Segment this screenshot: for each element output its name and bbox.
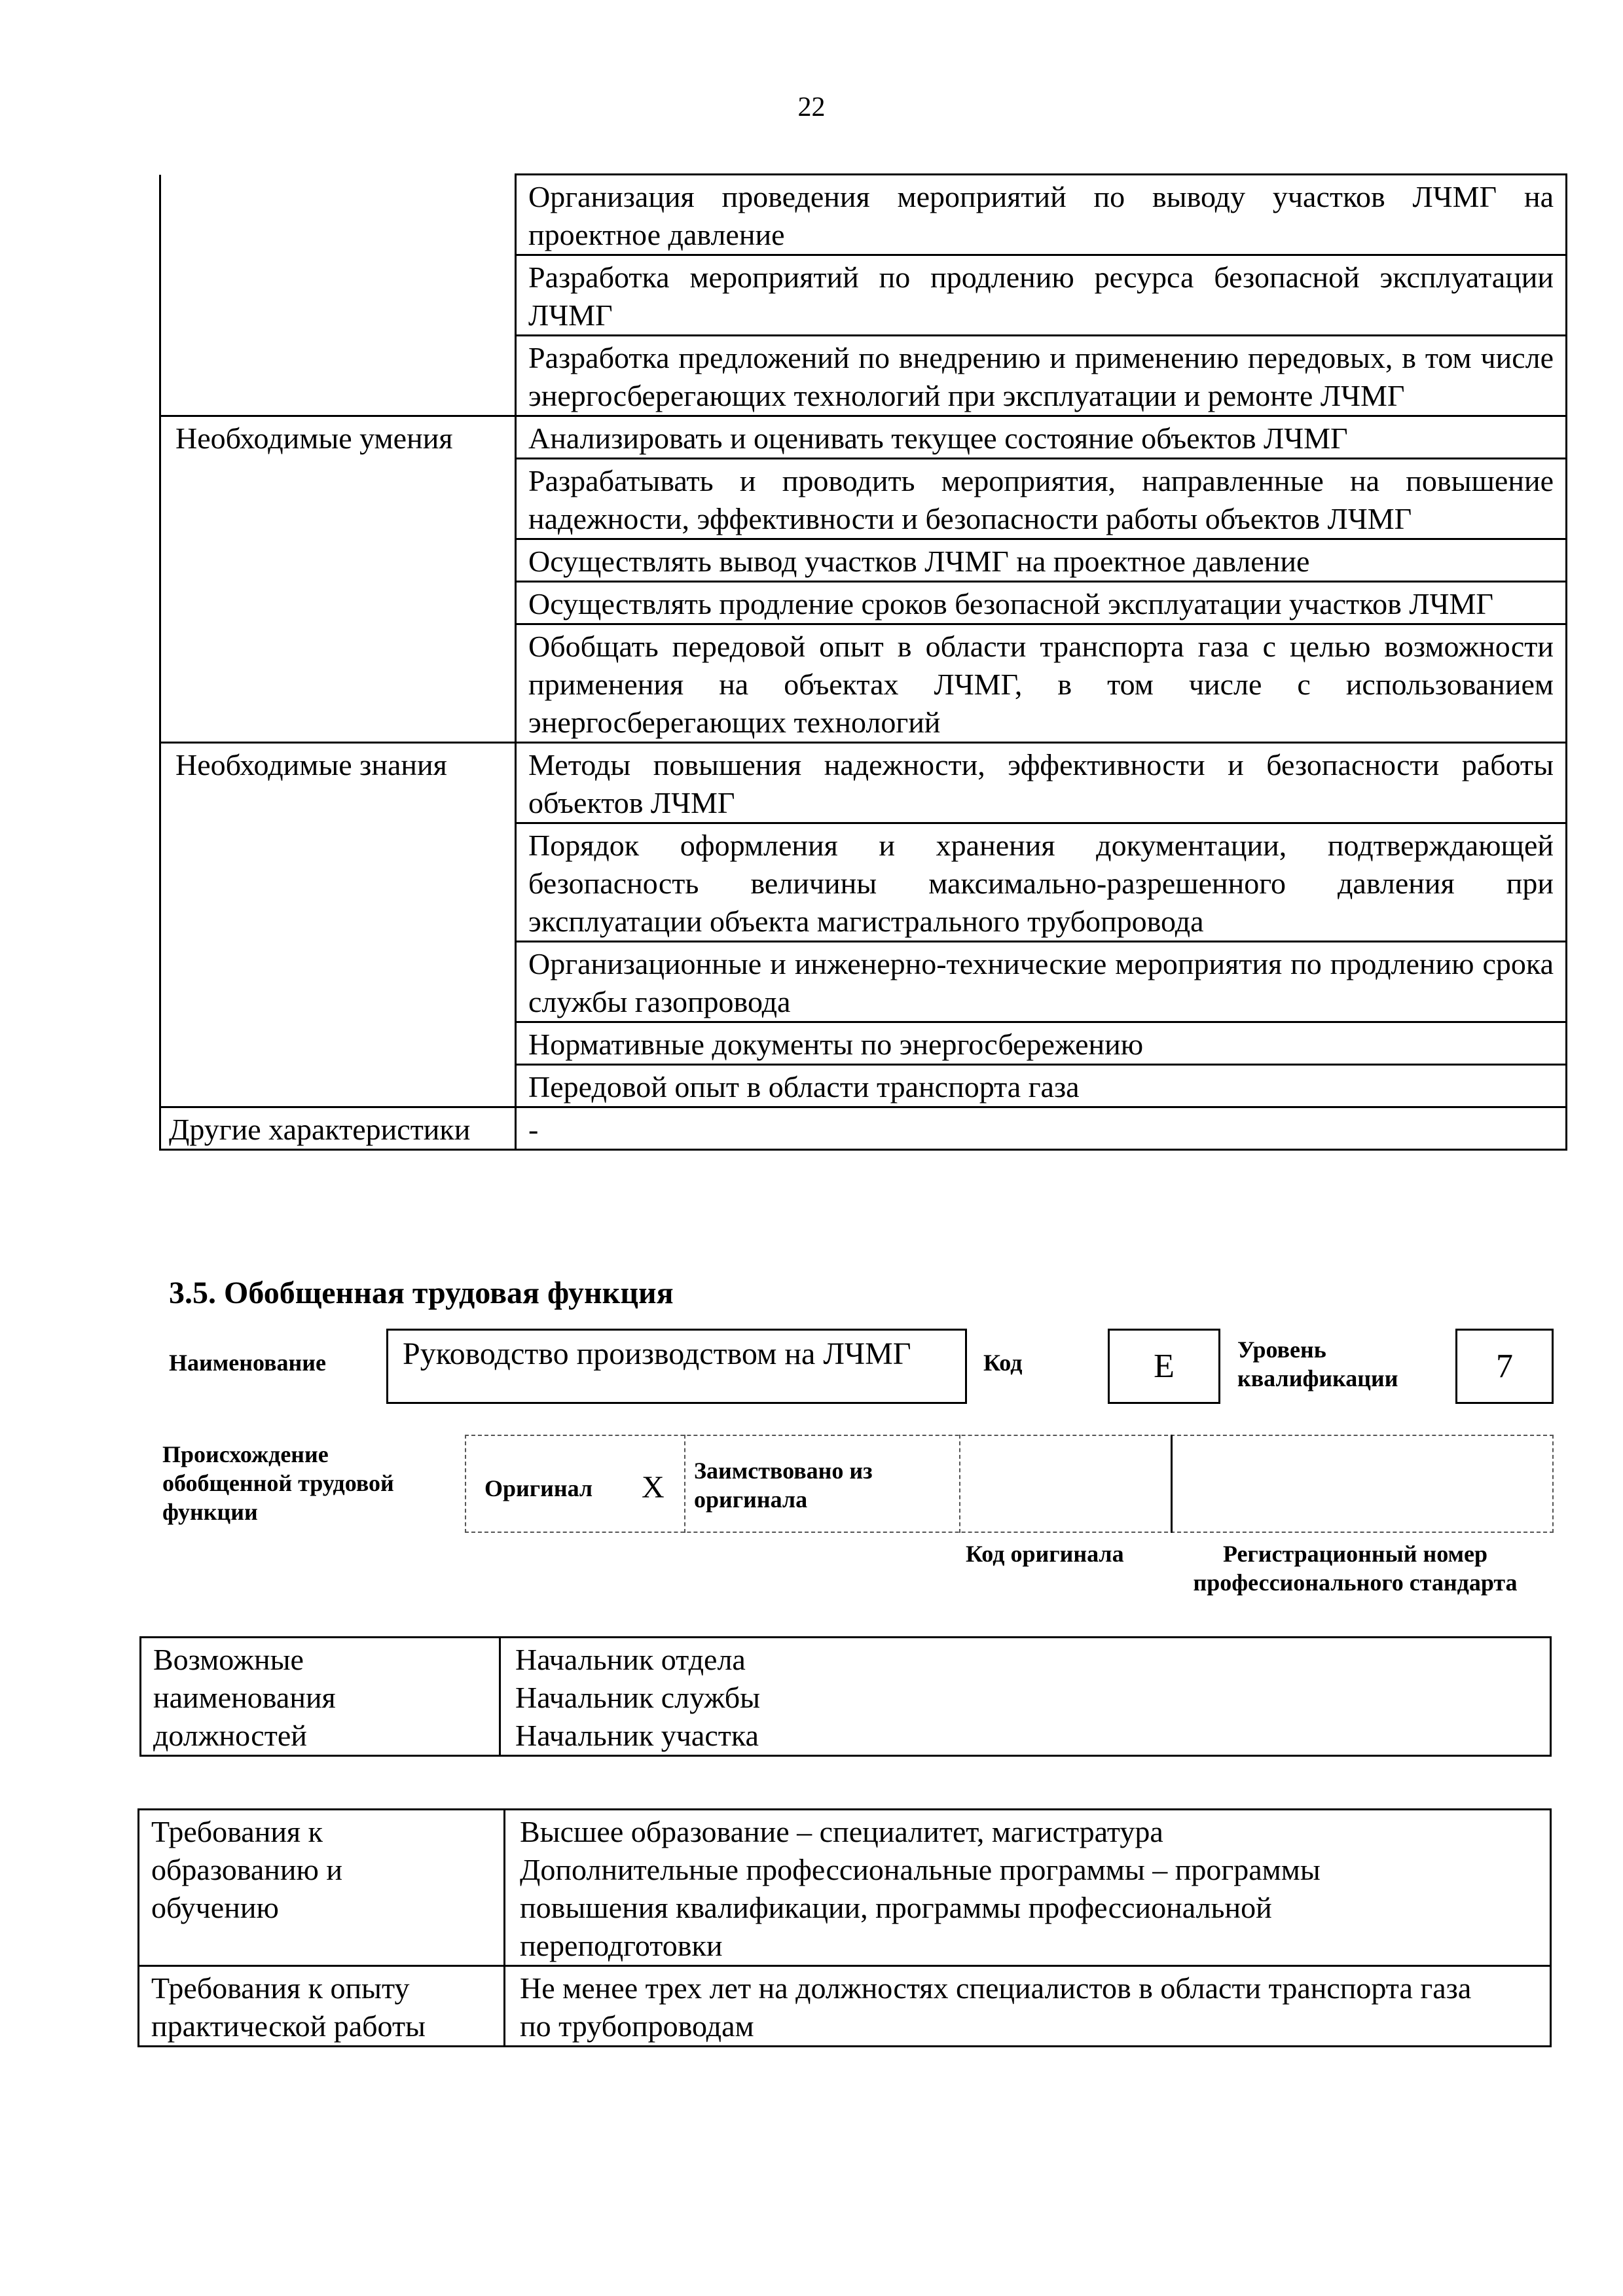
education-values bbox=[505, 1810, 1551, 1966]
divider bbox=[959, 1435, 960, 1533]
table-row bbox=[139, 1966, 1551, 2047]
table-row bbox=[141, 1638, 1551, 1756]
skills-label: Необходимые умения bbox=[160, 416, 516, 743]
code-original-caption: Код оригинала bbox=[966, 1541, 1124, 1567]
original-mark: X bbox=[642, 1470, 665, 1505]
education-label-line: Требования к bbox=[151, 1815, 323, 1848]
level-label-line: Уровень bbox=[1237, 1336, 1326, 1363]
positions-values bbox=[500, 1638, 1551, 1756]
list-item: Организация проведения мероприятий по выводу участков ЛЧМГ на проектное давление bbox=[516, 175, 1567, 255]
level-label bbox=[1237, 1335, 1398, 1393]
positions-label-line: Возможные bbox=[153, 1643, 304, 1676]
table-row bbox=[160, 255, 1567, 336]
list-item: Организационные и инженерно-технические мероприятия по продлению срока службы газопровода bbox=[516, 942, 1567, 1022]
education-label-line: образованию и bbox=[151, 1853, 342, 1886]
level-value: 7 bbox=[1455, 1329, 1554, 1404]
list-item: Анализировать и оценивать текущее состояние объектов ЛЧМГ bbox=[516, 416, 1567, 459]
borrowed-label-line: оригинала bbox=[694, 1486, 808, 1513]
name-label: Наименование bbox=[169, 1350, 326, 1376]
list-item: Методы повышения надежности, эффективности и безопасности работы объектов ЛЧМГ bbox=[516, 743, 1567, 823]
table-row bbox=[139, 1810, 1551, 1966]
reg-caption-line: профессионального стандарта bbox=[1193, 1570, 1518, 1596]
experience-line: Не менее трех лет на должностях специалистов в области транспорта газа bbox=[520, 1971, 1472, 2005]
other-label: Другие характеристики bbox=[160, 1107, 516, 1150]
code-label: Код bbox=[983, 1350, 1023, 1376]
list-item: Осуществлять продление сроков безопасной эксплуатации участков ЛЧМГ bbox=[516, 582, 1567, 624]
positions-label-line: должностей bbox=[153, 1719, 307, 1752]
education-line: переподготовки bbox=[520, 1929, 723, 1962]
knowledge-label: Необходимые знания bbox=[160, 743, 516, 1107]
experience-label-line: Требования к опыту bbox=[151, 1971, 410, 2005]
original-label: Оригинал bbox=[484, 1475, 593, 1501]
positions-table bbox=[139, 1636, 1552, 1757]
list-item: Осуществлять вывод участков ЛЧМГ на проектное давление bbox=[516, 539, 1567, 582]
experience-values bbox=[505, 1966, 1551, 2047]
requirements-table bbox=[137, 1808, 1552, 2047]
divider bbox=[684, 1435, 685, 1533]
table-row bbox=[160, 416, 1567, 459]
origin-label-line: функции bbox=[162, 1499, 258, 1525]
table-row bbox=[160, 743, 1567, 823]
code-value: E bbox=[1108, 1329, 1220, 1404]
divider bbox=[1171, 1435, 1173, 1533]
experience-line: по трубопроводам bbox=[520, 2009, 754, 2043]
section-title: 3.5. Обобщенная трудовая функция bbox=[169, 1276, 674, 1310]
position-item: Начальник отдела bbox=[515, 1643, 746, 1676]
empty-label-cell bbox=[160, 255, 516, 336]
reg-caption-line: Регистрационный номер bbox=[1222, 1541, 1488, 1567]
origin-frame bbox=[465, 1435, 1554, 1533]
list-item: Передовой опыт в области транспорта газа bbox=[516, 1065, 1567, 1107]
education-line: повышения квалификации, программы профессиональной bbox=[520, 1891, 1272, 1924]
list-item: Разрабатывать и проводить мероприятия, направленные на повышение надежности, эффективности и безопасности работы объектов ЛЧМГ bbox=[516, 459, 1567, 539]
position-item: Начальник службы bbox=[515, 1681, 761, 1714]
positions-label bbox=[141, 1638, 500, 1756]
education-line: Высшее образование – специалитет, магистратура bbox=[520, 1815, 1163, 1848]
characteristics-table bbox=[159, 173, 1567, 1151]
list-item: Разработка предложений по внедрению и применению передовых, в том числе энергосберегающих технологий при эксплуатации и ремонте ЛЧМГ bbox=[516, 336, 1567, 416]
borrowed-label bbox=[694, 1456, 873, 1514]
list-item: Нормативные документы по энергосбережению bbox=[516, 1022, 1567, 1065]
name-value: Руководство производством на ЛЧМГ bbox=[386, 1329, 967, 1404]
experience-label-line: практической работы bbox=[151, 2009, 426, 2043]
education-label-line: обучению bbox=[151, 1891, 279, 1924]
education-line: Дополнительные профессиональные программы – программы bbox=[520, 1853, 1321, 1886]
list-item: Порядок оформления и хранения документации, подтверждающей безопасность величины максимально-разрешенного давления при эксплуатации объекта магистрального трубопровода bbox=[516, 823, 1567, 942]
education-label bbox=[139, 1810, 505, 1966]
table-row bbox=[160, 175, 1567, 255]
reg-number-caption bbox=[1172, 1539, 1539, 1597]
borrowed-label-line: Заимствовано из bbox=[694, 1458, 873, 1484]
table-row bbox=[160, 336, 1567, 416]
origin-label-line: обобщенной трудовой bbox=[162, 1470, 394, 1496]
position-item: Начальник участка bbox=[515, 1719, 759, 1752]
table-row bbox=[160, 1107, 1567, 1150]
list-item: Разработка мероприятий по продлению ресурса безопасной эксплуатации ЛЧМГ bbox=[516, 255, 1567, 336]
other-value: - bbox=[516, 1107, 1567, 1150]
level-label-line: квалификации bbox=[1237, 1365, 1398, 1391]
origin-label bbox=[162, 1440, 394, 1526]
origin-label-line: Происхождение bbox=[162, 1441, 329, 1467]
page-number: 22 bbox=[797, 92, 826, 122]
empty-label-cell bbox=[160, 336, 516, 416]
empty-label-cell bbox=[160, 175, 516, 255]
list-item: Обобщать передовой опыт в области транспорта газа с целью возможности применения на объектах ЛЧМГ, в том числе с использованием энергосберегающих технологий bbox=[516, 624, 1567, 743]
positions-label-line: наименования bbox=[153, 1681, 336, 1714]
experience-label bbox=[139, 1966, 505, 2047]
